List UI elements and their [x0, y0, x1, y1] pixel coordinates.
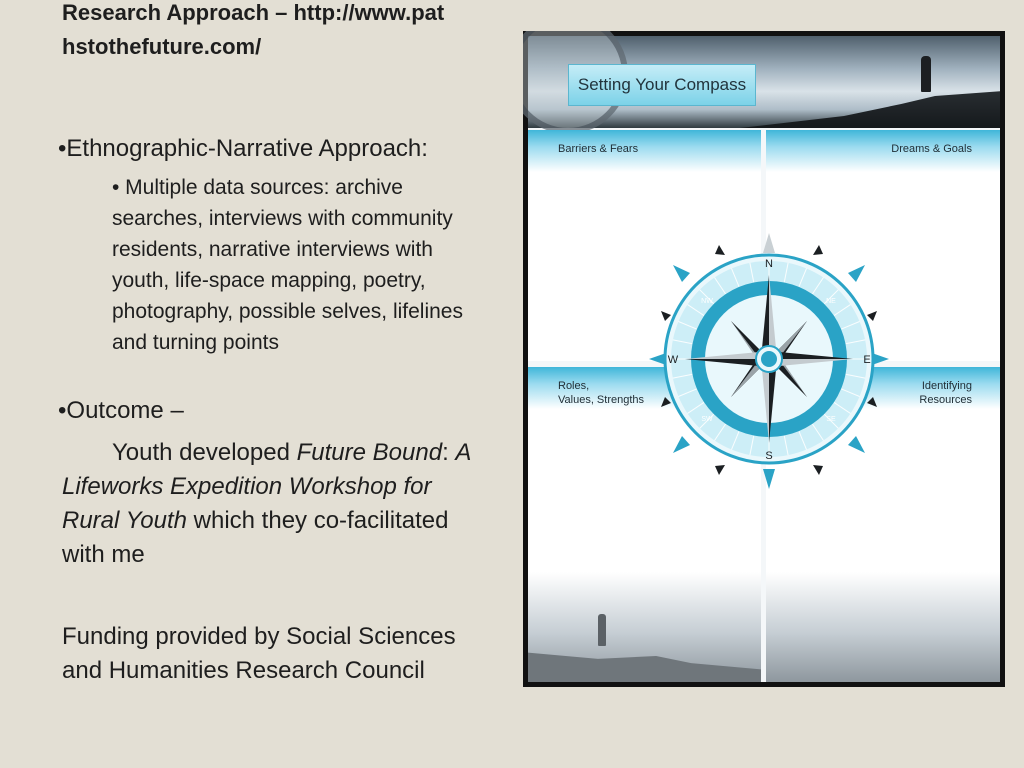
poster-banner [528, 36, 1000, 128]
compass-poster-image [523, 31, 1005, 687]
outcome-text [62, 436, 492, 572]
quadrant-label-resources-1: Identifying [921, 380, 972, 392]
outcome-part1: Youth developed [112, 439, 297, 466]
compass-letter-sw: SW [701, 416, 713, 423]
outcome-part3: which they co-facilitated with me [62, 507, 449, 568]
bullet-outcome: •Outcome – [58, 397, 184, 424]
compass-letter-nw: NW [701, 298, 713, 305]
quadrant-label-dreams: Dreams & Goals [891, 143, 972, 155]
poster-title: Setting Your Compass [568, 64, 756, 106]
compass-letter-w: W [667, 354, 679, 366]
compass-letter-e: E [863, 354, 871, 366]
compass-letter-n: N [765, 258, 773, 270]
compass-rose-icon [649, 231, 889, 491]
slide-title: Research Approach – http://www.pathstothefuture.com/ [62, 0, 445, 59]
poster-inner [528, 36, 1000, 682]
outcome-part2: : [442, 439, 456, 466]
hiker-silhouette-icon [598, 614, 606, 646]
quadrant-label-resources-2: Resources [919, 394, 972, 406]
sub-bullet-data-sources: • Multiple data sources: archive searches, interviews with community residents, narrative interviews with youth, life-space mapping, poetry, photography, possible selves, lifelines and turning points [112, 176, 463, 354]
hiker-silhouette-icon [921, 56, 931, 92]
compass-letter-s: S [765, 450, 773, 462]
outcome-italic1: Future Bound [296, 439, 443, 466]
bullet-approach: •Ethnographic-Narrative Approach: [58, 135, 428, 162]
mountain-ridge [740, 88, 1000, 128]
quadrant-label-roles-2: Values, Strengths [558, 394, 645, 406]
outcome-italic2: A Lifeworks Expedition Workshop for Rural Youth [62, 439, 471, 534]
quadrant-label-barriers: Barriers & Fears [558, 143, 639, 155]
quadrant-label-roles-1: Roles, [558, 380, 590, 392]
compass-letter-se: SE [826, 416, 836, 423]
compass-letter-ne: NE [826, 298, 836, 305]
funding-text: Funding provided by Social Sciences and Humanities Research Council [62, 623, 456, 684]
